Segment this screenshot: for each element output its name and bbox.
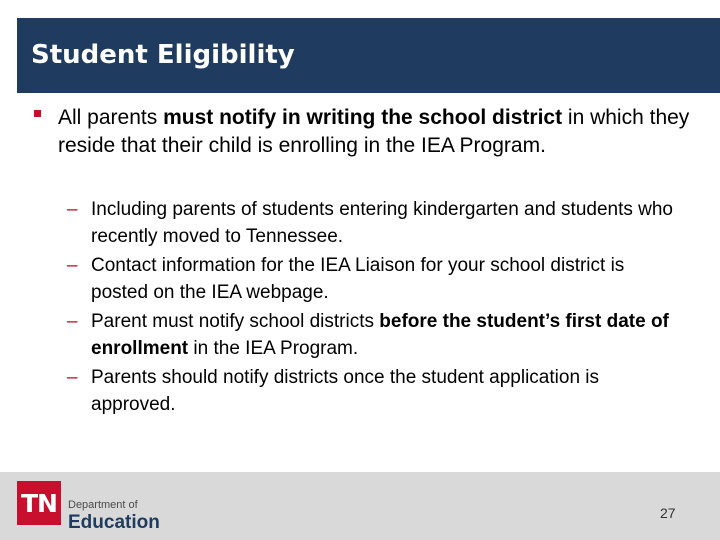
- main-bullet-part2: in which they reside that their child is enrolling in the IEA Program.: [58, 106, 690, 157]
- main-bullet-bold: must notify in writing the school district: [163, 106, 563, 129]
- sub-bullet-text: Contact information for the IEA Liaison for your school district is posted on the IEA webpage.: [91, 255, 625, 303]
- sub-bullet-pre: Parent must notify school districts: [91, 311, 380, 332]
- dash-icon: –: [67, 311, 78, 332]
- sub-bullet-text: Parents should notify districts once the student application is approved.: [91, 367, 600, 415]
- bullet-square-icon: [34, 110, 41, 117]
- dash-icon: –: [67, 255, 78, 276]
- logo-education-text: Education: [68, 512, 160, 533]
- footer: [0, 472, 720, 540]
- sub-bullet-item: [67, 364, 681, 418]
- logo-department-text: Department of: [68, 499, 138, 511]
- sub-bullet-bold: before the student’s first date of enrollment: [91, 311, 669, 359]
- dash-icon: –: [67, 199, 78, 220]
- sub-bullet-list: [0, 196, 720, 420]
- dash-icon: –: [67, 367, 78, 388]
- title-bar: [17, 18, 720, 93]
- sub-bullet-item: [67, 196, 681, 250]
- main-bullet-part1: All parents: [58, 106, 164, 129]
- sub-bullet-item: [67, 252, 681, 306]
- sub-bullet-text: Including parents of students entering kindergarten and students who recently moved to Tennessee.: [91, 199, 673, 247]
- tn-logo: TN: [17, 481, 61, 525]
- main-bullet-text: [58, 104, 698, 160]
- sub-bullet-post: in the IEA Program.: [188, 338, 359, 359]
- slide-title: Student Eligibility: [31, 40, 295, 70]
- sub-bullet-item: [67, 308, 681, 362]
- page-number: 27: [660, 505, 676, 521]
